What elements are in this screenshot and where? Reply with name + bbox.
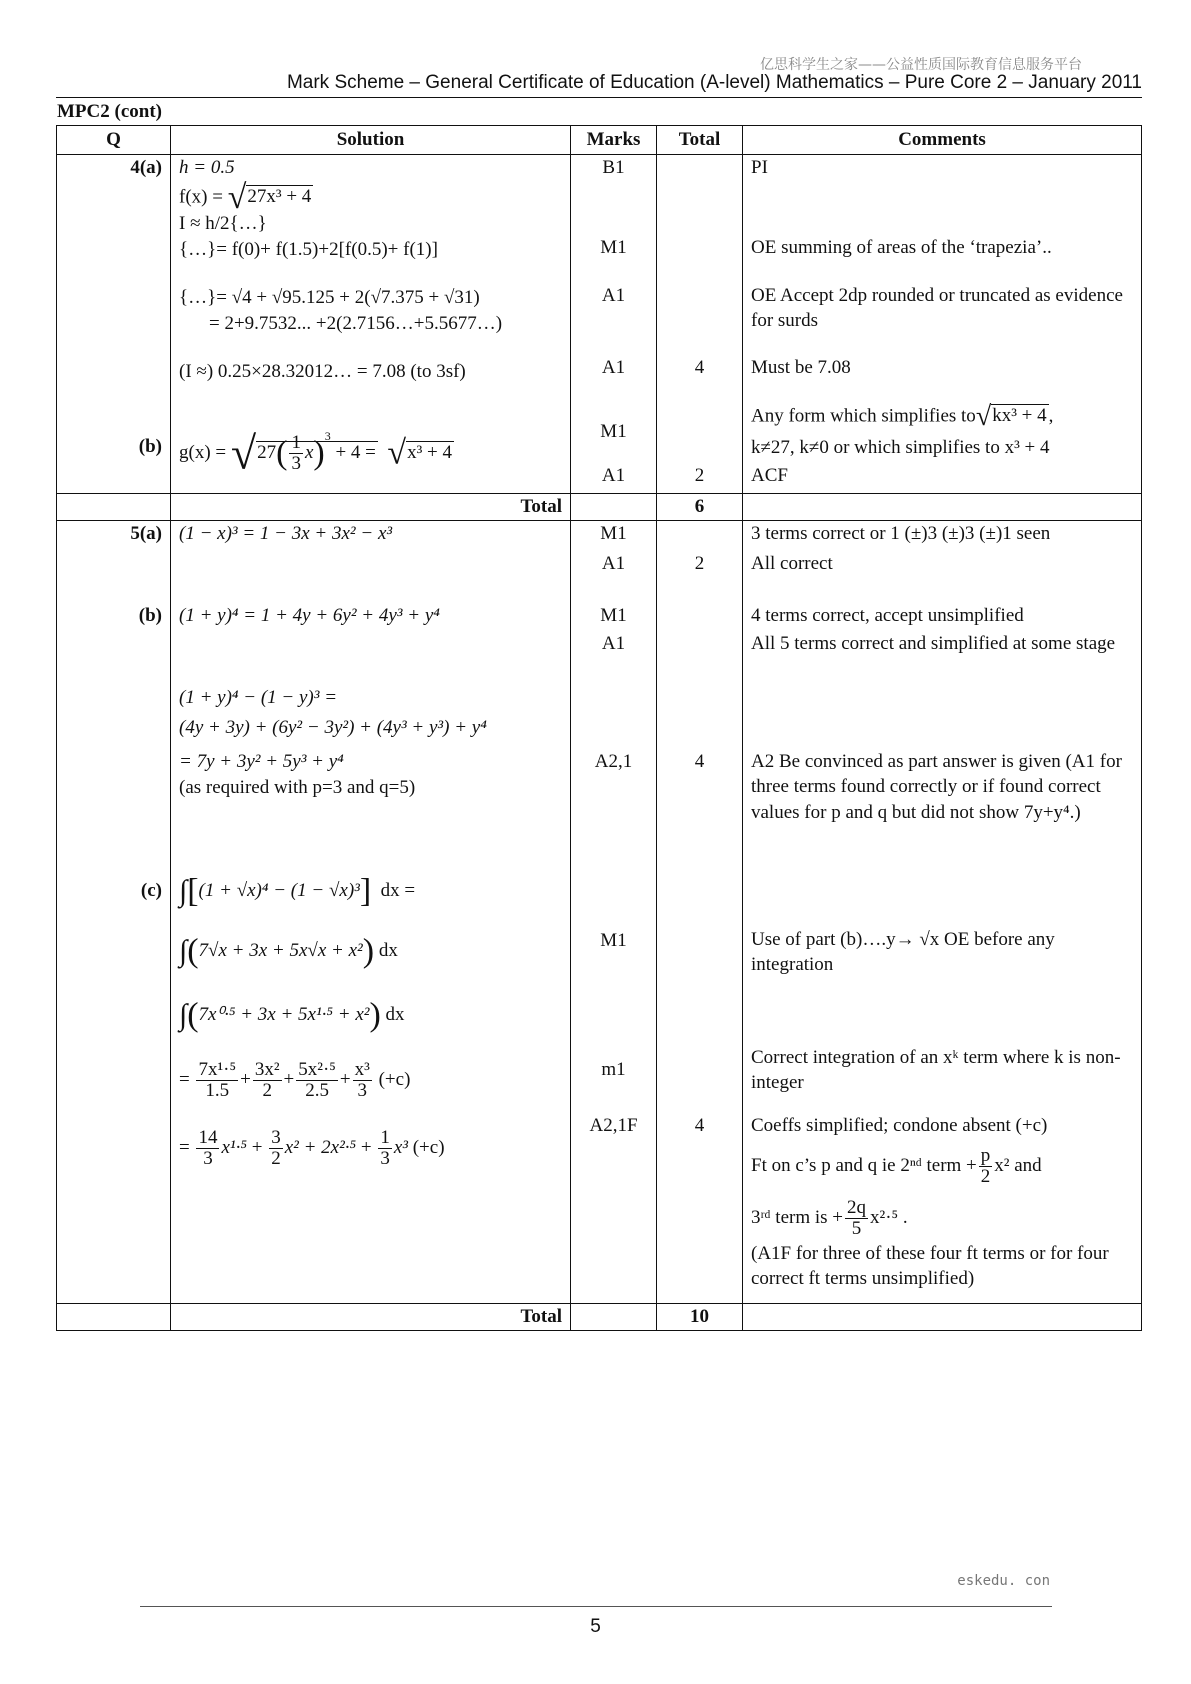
mark-m1: M1 — [600, 604, 627, 626]
q4b-label: (b) — [138, 435, 162, 457]
comment: Ft on c’s p and q ie 2ⁿᵈ term + $\frac{p}{2}$ x² and — [751, 1144, 1042, 1187]
q5c-simplified: = $\frac{14}{3}$ x¹·⁵ + $\frac{3}{2}$ x² + 2x²·⁵ + $\frac{1}{3}$ x³ (+c) — [179, 1126, 445, 1169]
q4-marks — [571, 154, 657, 493]
q4-step-h: h = 0.5 — [179, 156, 235, 178]
q4-step-result: (I ≈) 0.25×28.32012… = 7.08 (to 3sf) — [179, 360, 466, 382]
total-label: Total — [171, 493, 571, 520]
total-4b: 2 — [694, 464, 705, 486]
q4-totals — [657, 154, 743, 493]
table-row-q4 — [57, 154, 1142, 493]
col-header-marks: Marks — [571, 126, 657, 155]
col-header-solution: Solution — [171, 126, 571, 155]
footer-rule — [140, 1606, 1052, 1607]
comment: 3 terms correct or 1 (±)3 (±)3 (±)1 seen — [751, 522, 1051, 544]
q5-marks — [571, 520, 657, 1303]
comment: All 5 terms correct and simplified at some stage — [751, 632, 1116, 654]
comment: OE summing of areas of the ‘trapezia’.. — [751, 236, 1052, 258]
q5c-integral: ∫[(1 + √x)⁴ − (1 − √x)³] dx = — [179, 872, 416, 910]
mark-a1: A1 — [601, 284, 626, 306]
mark-m1: M1 — [600, 929, 627, 951]
q5c-label: (c) — [140, 879, 162, 901]
q5a-label: 5(a) — [130, 522, 162, 544]
q5b-result: = 7y + 3y² + 5y³ + y⁴ — [179, 750, 344, 772]
q4-step-decimals: = 2+9.7532... +2(2.7156…+5.5677…) — [209, 312, 503, 334]
q4-labels — [57, 154, 171, 493]
comment: PI — [751, 156, 768, 178]
mark-m1: M1 — [600, 236, 627, 258]
comment: Must be 7.08 — [751, 356, 851, 378]
comment: 4 terms correct, accept unsimplified — [751, 604, 1024, 626]
comment: Coeffs simplified; condone absent (+c) — [751, 1114, 1048, 1136]
comment: ACF — [751, 464, 788, 486]
page-header: Mark Scheme – General Certificate of Education (A-level) Mathematics – Pure Core 2 – January 2011 — [286, 72, 1142, 93]
footer-watermark: eskedu. con — [957, 1573, 1050, 1589]
q5b-note: (as required with p=3 and q=5) — [179, 776, 416, 798]
table-row-q5 — [57, 520, 1142, 1303]
total-5a: 2 — [694, 552, 705, 574]
q5a-expansion: (1 − x)³ = 1 − 3x + 3x² − x³ — [179, 522, 393, 544]
q4-comments — [743, 154, 1142, 493]
mark-a1: A1 — [601, 464, 626, 486]
mark-a2-1f: A2,1F — [589, 1114, 638, 1136]
col-header-q: Q — [57, 126, 171, 155]
total-label: Total — [171, 1303, 571, 1330]
q5-comments — [743, 520, 1142, 1303]
q4b-step-gx: g(x) = √27( $\frac{1}{3}$ x)$^3$ + 4 = √x³ + 4 — [179, 427, 452, 479]
q4-step-surds: {…}= √4 + √95.125 + 2(√7.375 + √31) — [179, 286, 480, 308]
comment: Correct integration of an xᵏ term where k is non-integer — [751, 1046, 1121, 1094]
comment: 3ʳᵈ term is + $\frac{2q}{5}$ x²·⁵ . — [751, 1196, 908, 1239]
total-value-q5: 10 — [657, 1303, 743, 1330]
q5-labels — [57, 520, 171, 1303]
q4-step-i: I ≈ h/2{…} — [179, 212, 267, 234]
comment: Use of part (b)….y→ √x OE before any integration — [751, 928, 1055, 976]
q5b-grouped: (4y + 3y) + (6y² − 3y²) + (4y³ + y³) + y⁴ — [179, 716, 487, 738]
table-row-total-q5 — [57, 1303, 1142, 1330]
comment: (A1F for three of these four ft terms or for four correct ft terms unsimplified) — [751, 1242, 1109, 1290]
q4a-label: 4(a) — [130, 156, 162, 178]
total-value-q4: 6 — [657, 493, 743, 520]
mark-a1: A1 — [601, 632, 626, 654]
mark-b1: B1 — [602, 156, 625, 178]
total-5b: 4 — [694, 750, 705, 772]
total-4a: 4 — [694, 356, 705, 378]
mark-m1: M1 — [600, 522, 627, 544]
mark-m1: M1 — [600, 420, 627, 442]
top-watermark: 亿思科学生之家——公益性质国际教育信息服务平台 — [760, 57, 1082, 73]
q5c-powers: ∫(7x⁰·⁵ + 3x + 5x¹·⁵ + x²) dx — [179, 996, 405, 1034]
q5-solution — [171, 520, 571, 1303]
page-number: 5 — [590, 1616, 601, 1637]
q4-solution — [171, 154, 571, 493]
mark-a1: A1 — [601, 552, 626, 574]
table-header-row — [57, 126, 1142, 155]
col-header-total: Total — [657, 126, 743, 155]
q5c-integrated: = $\frac{\text{7x¹·⁵}}{1.5}$ + $\frac{\text{3x²}}{2}$ + $\frac{\text{5x²·⁵}}{2.5}$ + $\frac{\text{x³}}{3}$ (+c) — [179, 1058, 411, 1101]
comment: Any form which simplifies to√kx³ + 4 , — [751, 400, 1054, 432]
section-title: MPC2 (cont) — [57, 101, 162, 122]
table-row-total-q4 — [57, 493, 1142, 520]
total-5c: 4 — [694, 1114, 705, 1136]
mark-a1: A1 — [601, 356, 626, 378]
comment: k≠27, k≠0 or which simplifies to x³ + 4 — [751, 436, 1050, 458]
mark-m1-lower: m1 — [601, 1058, 626, 1080]
mark-scheme-table — [56, 125, 1142, 1331]
q5c-substituted: ∫(7√x + 3x + 5x√x + x²) dx — [179, 932, 398, 970]
q5b-label: (b) — [138, 604, 162, 626]
q5-totals — [657, 520, 743, 1303]
mark-a2-1: A2,1 — [594, 750, 633, 772]
q5b-difference: (1 + y)⁴ − (1 − y)³ = — [179, 686, 338, 708]
comment: A2 Be convinced as part answer is given (A1 for three terms found correctly or if found correct values for p and q but did not show 7y+y⁴.) — [751, 750, 1122, 823]
q4-step-braces: {…}= f(0)+ f(1.5)+2[f(0.5)+ f(1)] — [179, 238, 438, 260]
q5b-expansion: (1 + y)⁴ = 1 + 4y + 6y² + 4y³ + y⁴ — [179, 604, 440, 626]
comment: All correct — [751, 552, 833, 574]
comment: OE Accept 2dp rounded or truncated as evidence for surds — [751, 284, 1123, 332]
q4-step-fx: f(x) = √27x³ + 4 — [179, 178, 312, 216]
header-rule — [56, 97, 1142, 98]
col-header-comments: Comments — [743, 126, 1142, 155]
